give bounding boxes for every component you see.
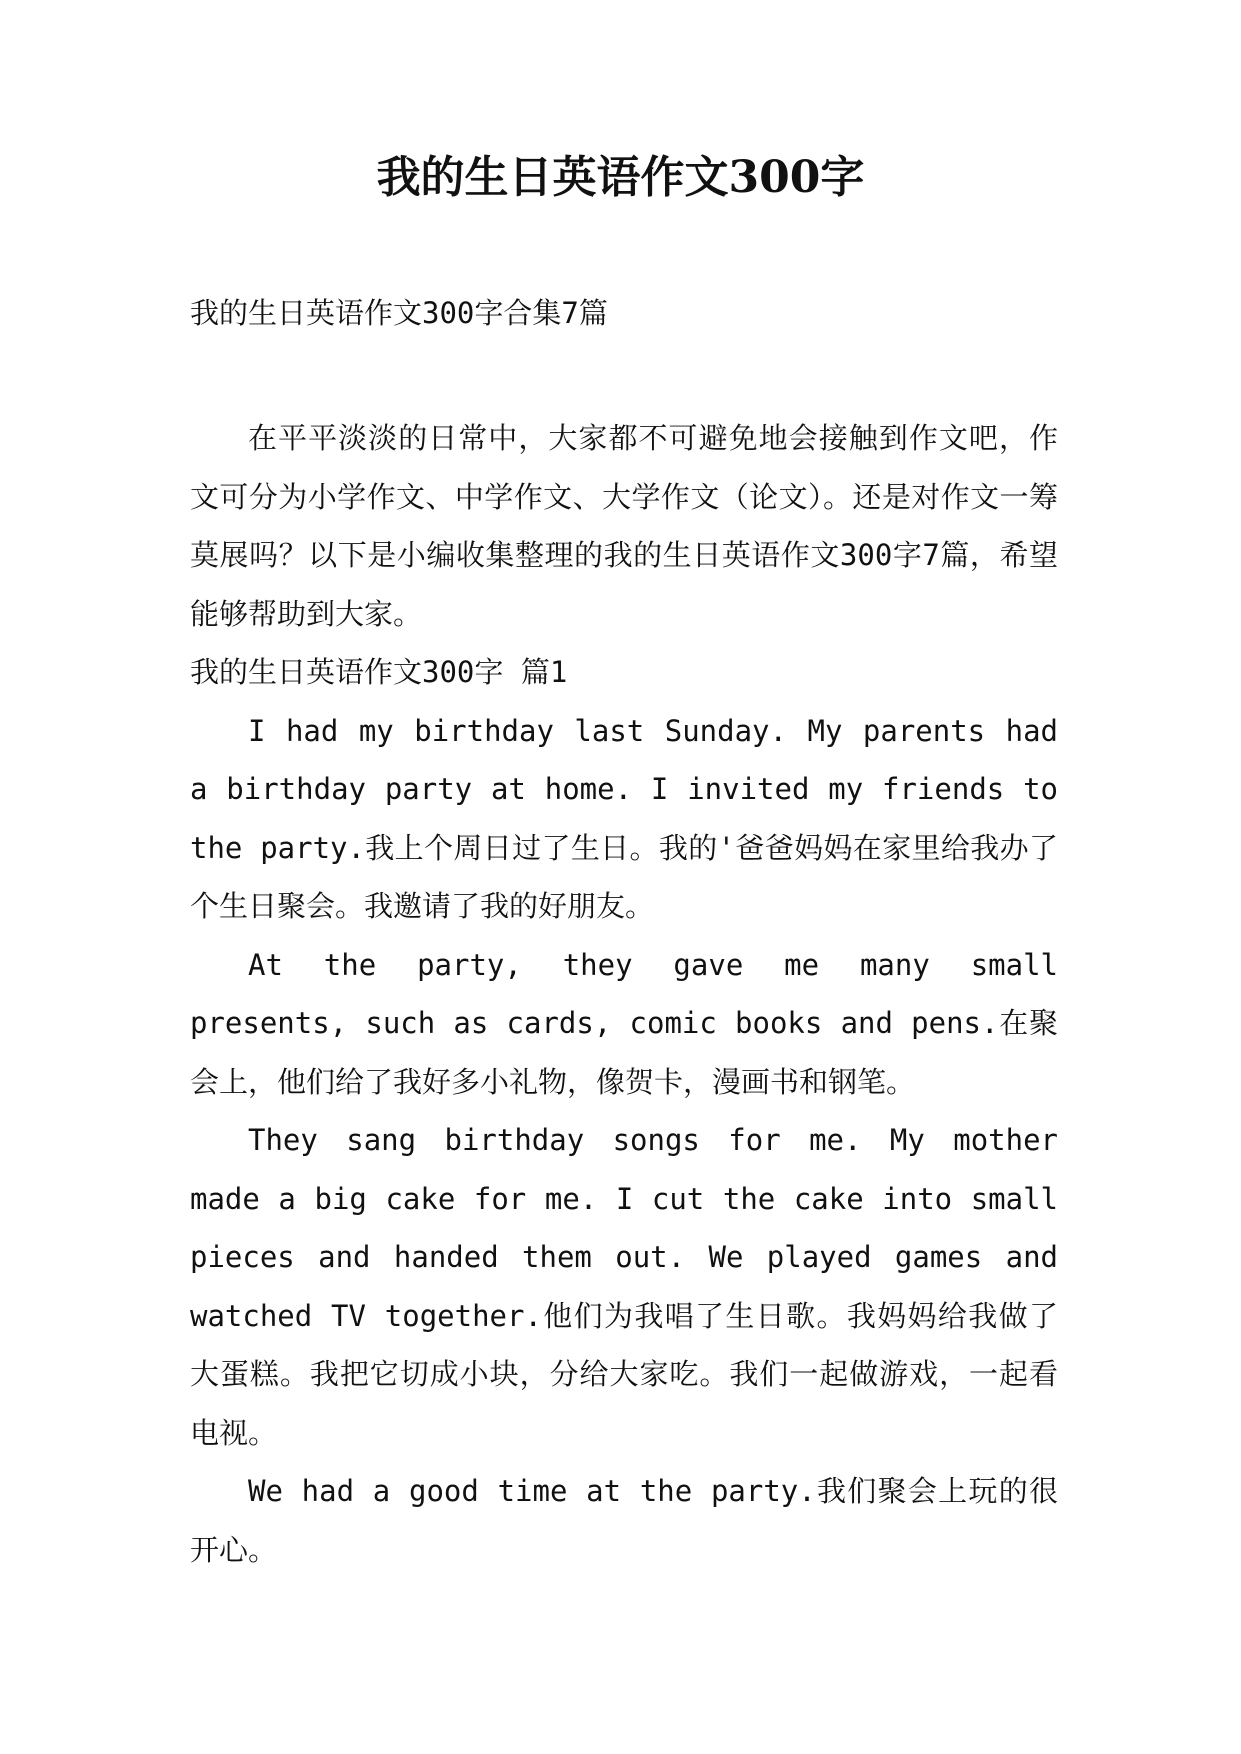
section-heading: 我的生日英语作文300字 篇1 xyxy=(190,655,568,689)
body-paragraph: I had my birthday last Sunday. My parents had a birthday party at home. I invited my friends to the party.我上个周日过了生日。我的'爸爸妈妈在家里给我办了个生日聚会。我邀请了我的好朋友。 xyxy=(190,713,1058,923)
body-paragraph: We had a good time at the party.我们聚会上玩的很开心。 xyxy=(190,1474,1058,1567)
body-paragraph: At the party, they gave me many small presents, such as cards, comic books and pens.在聚会上，他们给了我好多小礼物，像贺卡，漫画书和钢笔。 xyxy=(190,947,1058,1099)
document-body xyxy=(190,409,1058,1579)
body-paragraph: They sang birthday songs for me. My mother made a big cake for me. I cut the cake into small pieces and handed them out. We played games and watched TV together.他们为我唱了生日歌。我妈妈给我做了大蛋糕。我把它切成小块，分给大家吃。我们一起做游戏，一起看电视。 xyxy=(190,1123,1058,1450)
document-title: 我的生日英语作文300字 xyxy=(376,152,865,203)
intro-paragraph: 在平平淡淡的日常中，大家都不可避免地会接触到作文吧，作文可分为小学作文、中学作文、大学作文（论文）。还是对作文一筹莫展吗？以下是小编收集整理的我的生日英语作文300字7篇，希望能够帮助到大家。 xyxy=(190,421,1058,631)
document-subtitle: 我的生日英语作文300字合集7篇 xyxy=(190,296,608,330)
